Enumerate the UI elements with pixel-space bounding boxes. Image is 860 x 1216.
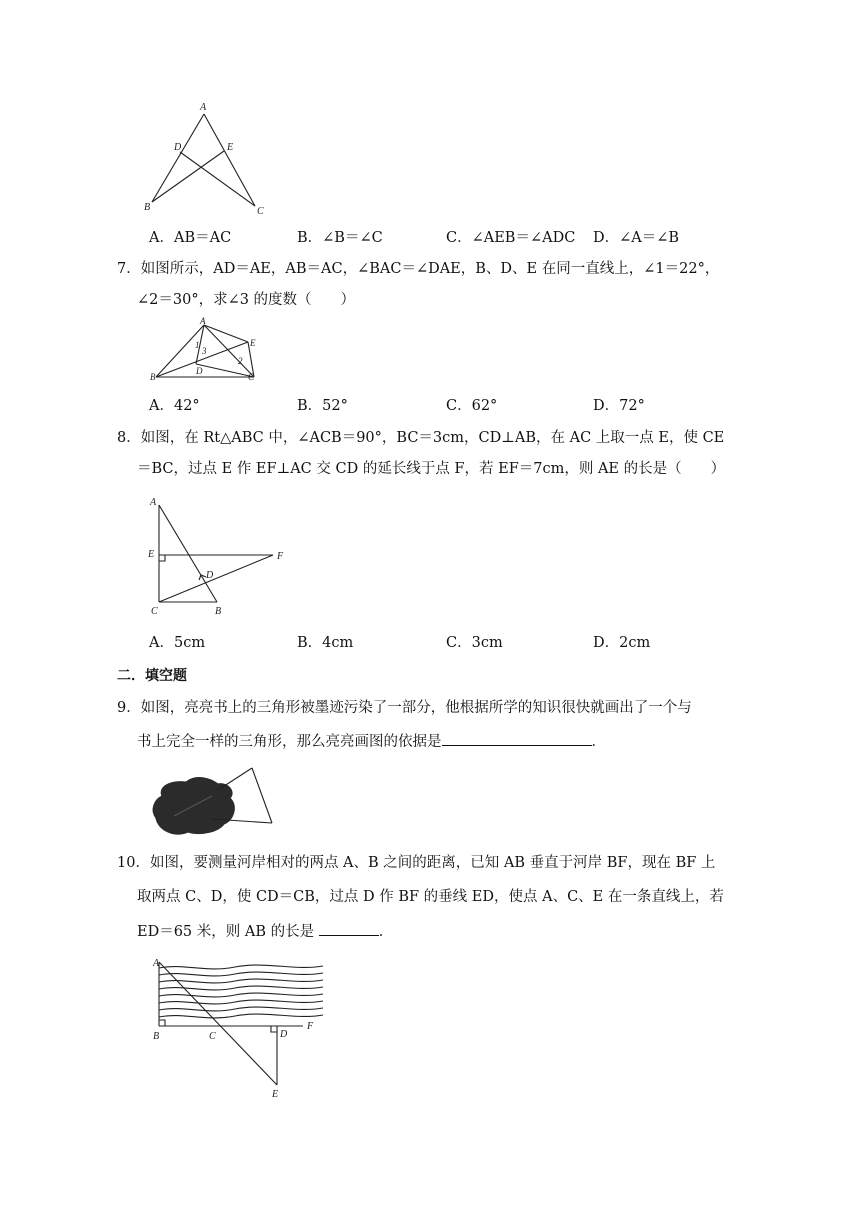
q7-option-a: A．42° bbox=[149, 398, 200, 414]
q10-label-e: E bbox=[272, 1089, 279, 1100]
q8-text-line1: 8．如图，在 Rt△ABC 中，∠ACB＝90°，BC＝3cm，CD⊥AB，在 AC 上取一点 E，使 CE bbox=[117, 430, 725, 446]
q10-label-f: F bbox=[307, 1021, 314, 1032]
q10-figure bbox=[145, 955, 335, 1105]
q7-label-b: B bbox=[150, 372, 156, 382]
q7-label-a: A bbox=[200, 316, 206, 326]
q8-option-d: D．2cm bbox=[593, 635, 651, 651]
q6-option-d: D．∠A＝∠B bbox=[593, 230, 680, 246]
q10-text-line3 bbox=[137, 921, 393, 942]
q6-label-c: C bbox=[257, 206, 264, 217]
q8-label-e: E bbox=[148, 549, 155, 560]
q7-angle-1: 1 bbox=[195, 340, 200, 350]
q7-text-line1: 7．如图所示，AD＝AE，AB＝AC，∠BAC＝∠DAE，B、D、E 在同一直线上，∠1＝22°， bbox=[117, 261, 720, 277]
q9-text-line2-end: ． bbox=[591, 734, 606, 750]
section-title-fill-blank: 二．填空题 bbox=[117, 668, 187, 684]
q10-text-line2: 取两点 C、D，使 CD＝CB，过点 D 作 BF 的垂线 ED，使点 A、C、E 在一条直线上，若 bbox=[137, 889, 724, 905]
q7-angle-2: 2 bbox=[238, 356, 243, 366]
q9-text-line2-main: 书上完全一样的三角形，那么亮亮画图的依据是 bbox=[137, 734, 442, 750]
q10-label-b: B bbox=[153, 1031, 160, 1042]
q7-option-c: C．62° bbox=[446, 398, 498, 414]
q7-label-d: D bbox=[196, 366, 203, 376]
q10-text-line3-main: ED＝65 米，则 AB 的长是 bbox=[137, 924, 315, 940]
q6-figure bbox=[140, 100, 280, 220]
q6-option-b: B．∠B＝∠C bbox=[297, 230, 383, 246]
q7-text-line2: ∠2＝30°，求∠3 的度数（ ） bbox=[137, 292, 356, 308]
q8-text-line2: ＝BC，过点 E 作 EF⊥AC 交 CD 的延长线于点 F，若 EF＝7cm，则 AE 的长是（ ） bbox=[137, 461, 726, 477]
q7-option-b: B．52° bbox=[297, 398, 348, 414]
q7-label-c: C bbox=[248, 372, 255, 382]
q6-label-b: B bbox=[144, 202, 151, 213]
q8-figure bbox=[145, 490, 305, 620]
q10-label-c: C bbox=[209, 1031, 216, 1042]
q10-label-d: D bbox=[280, 1029, 288, 1040]
q7-angle-3: 3 bbox=[202, 346, 207, 356]
q8-option-a: A．5cm bbox=[149, 635, 206, 651]
q7-label-e: E bbox=[250, 338, 256, 348]
q8-label-a: A bbox=[150, 497, 157, 508]
q6-label-e: E bbox=[227, 142, 234, 153]
q6-label-d: D bbox=[174, 142, 182, 153]
q8-label-d: D bbox=[206, 570, 214, 581]
q7-option-d: D．72° bbox=[593, 398, 645, 414]
q9-figure bbox=[148, 762, 288, 842]
q10-text-line3-end: ． bbox=[378, 924, 394, 940]
q9-text-line2 bbox=[137, 731, 606, 752]
q6-option-a: A．AB＝AC bbox=[149, 230, 232, 246]
q8-label-b: B bbox=[215, 606, 222, 617]
q7-figure bbox=[150, 316, 270, 386]
q6-label-a: A bbox=[200, 102, 207, 113]
q8-option-c: C．3cm bbox=[446, 635, 503, 651]
q10-label-a: A bbox=[153, 958, 160, 969]
q8-label-c: C bbox=[151, 606, 158, 617]
q9-text-line1: 9．如图，亮亮书上的三角形被墨迹污染了一部分，他根据所学的知识很快就画出了一个与 bbox=[117, 700, 692, 716]
q10-answer-blank[interactable] bbox=[319, 921, 379, 936]
q8-option-b: B．4cm bbox=[297, 635, 354, 651]
q6-option-c: C．∠AEB＝∠ADC bbox=[446, 230, 576, 246]
q10-text-line1: 10．如图，要测量河岸相对的两点 A、B 之间的距离，已知 AB 垂直于河岸 BF，现在 BF 上 bbox=[117, 855, 716, 871]
q8-label-f: F bbox=[277, 551, 284, 562]
q9-answer-blank[interactable] bbox=[442, 731, 592, 746]
